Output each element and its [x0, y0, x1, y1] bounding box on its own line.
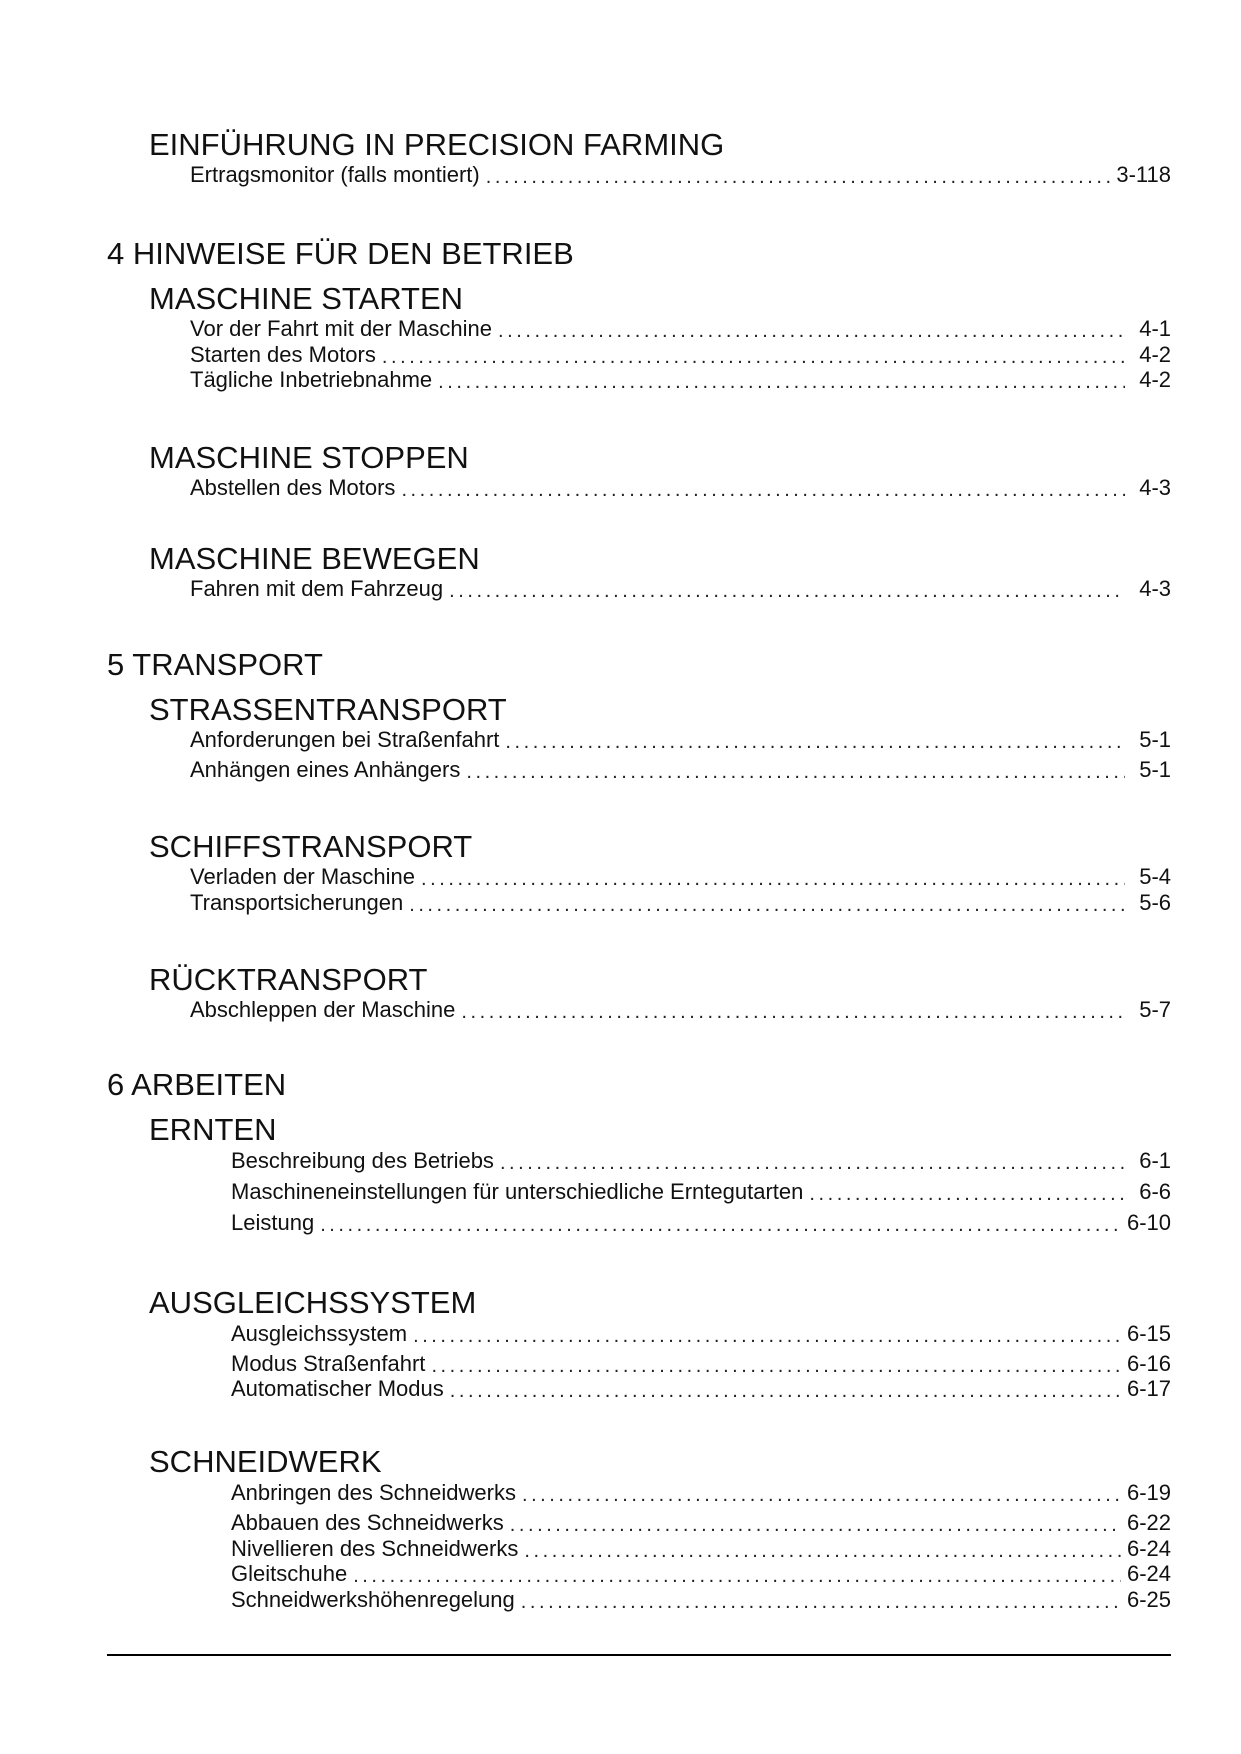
toc-entry-vor-der-fahrt[interactable]	[190, 316, 1171, 342]
toc-entry-page: 4-1	[1139, 316, 1171, 341]
section-heading-schneidwerk: SCHNEIDWERK	[149, 1444, 382, 1479]
toc-entry-taegliche-inbetriebnahme[interactable]	[190, 367, 1171, 393]
toc-entry-title: Starten des Motors	[190, 342, 376, 367]
toc-entry-starten-des-motors[interactable]	[190, 342, 1171, 368]
toc-entry-title: Automatischer Modus	[231, 1376, 444, 1401]
toc-entry-ertragsmonitor[interactable]	[190, 162, 1171, 188]
toc-entry-verladen-der-maschine[interactable]	[190, 864, 1171, 890]
toc-entry-title: Modus Straßenfahrt	[231, 1351, 426, 1376]
toc-entry-title: Beschreibung des Betriebs	[231, 1148, 494, 1173]
toc-entry-title: Abbauen des Schneidwerks	[231, 1510, 504, 1535]
toc-entry-title: Leistung	[231, 1210, 315, 1235]
toc-entry-title: Maschineneinstellungen für unterschiedliche Erntegutarten	[231, 1179, 804, 1204]
toc-entry-gleitschuhe[interactable]	[231, 1561, 1171, 1587]
toc-entry-title: Anhängen eines Anhängers	[190, 757, 461, 782]
dot-leader	[524, 1540, 1121, 1562]
dot-leader	[521, 1591, 1121, 1613]
dot-leader	[421, 868, 1125, 890]
toc-entry-transportsicherungen[interactable]	[190, 890, 1171, 916]
section-heading-ernten: ERNTEN	[149, 1112, 277, 1147]
toc-entry-page: 6-1	[1139, 1148, 1171, 1173]
toc-entry-fahren-mit-dem-fahrzeug[interactable]	[190, 576, 1171, 602]
dot-leader	[466, 761, 1125, 783]
chapter-heading-5: 5 TRANSPORT	[107, 647, 323, 682]
toc-entry-title: Schneidwerkshöhenregelung	[231, 1587, 515, 1612]
dot-leader	[450, 1380, 1121, 1402]
section-heading-maschine-stoppen: MASCHINE STOPPEN	[149, 440, 469, 475]
toc-entry-ausgleichssystem[interactable]	[231, 1321, 1171, 1347]
dot-leader	[409, 894, 1125, 916]
section-heading-maschine-bewegen: MASCHINE BEWEGEN	[149, 541, 480, 576]
toc-entry-title: Abschleppen der Maschine	[190, 997, 456, 1022]
toc-entry-page: 6-24	[1126, 1561, 1171, 1586]
toc-entry-page: 4-3	[1139, 576, 1171, 601]
toc-entry-anforderungen-strassenfahrt[interactable]	[190, 727, 1171, 753]
dot-leader	[809, 1183, 1125, 1205]
toc-entry-page: 4-2	[1139, 342, 1171, 367]
toc-entry-page: 5-6	[1139, 890, 1171, 915]
toc-entry-title: Tägliche Inbetriebnahme	[190, 367, 433, 392]
dot-leader	[500, 1152, 1125, 1174]
toc-entry-automatischer-modus[interactable]	[231, 1376, 1171, 1402]
toc-entry-page: 6-24	[1126, 1536, 1171, 1561]
toc-entry-page: 5-1	[1139, 757, 1171, 782]
dot-leader	[461, 1001, 1125, 1023]
dot-leader	[486, 166, 1111, 188]
dot-leader	[401, 479, 1125, 501]
toc-entry-page: 5-1	[1139, 727, 1171, 752]
toc-entry-page: 6-19	[1126, 1480, 1171, 1505]
toc-entry-abstellen-des-motors[interactable]	[190, 475, 1171, 501]
dot-leader	[320, 1214, 1121, 1236]
toc-entry-page: 5-4	[1139, 864, 1171, 889]
section-heading-ruecktransport: RÜCKTRANSPORT	[149, 962, 428, 997]
dot-leader	[522, 1484, 1121, 1506]
dot-leader	[382, 346, 1125, 368]
toc-entry-title: Anbringen des Schneidwerks	[231, 1480, 516, 1505]
dot-leader	[449, 580, 1125, 602]
dot-leader	[413, 1325, 1121, 1347]
toc-entry-title: Abstellen des Motors	[190, 475, 396, 500]
toc-entry-page: 6-22	[1126, 1510, 1171, 1535]
toc-entry-page: 6-17	[1126, 1376, 1171, 1401]
toc-entry-title: Anforderungen bei Straßenfahrt	[190, 727, 500, 752]
toc-entry-schneidwerkshoehenregelung[interactable]	[231, 1587, 1171, 1613]
toc-entry-title: Transportsicherungen	[190, 890, 404, 915]
toc-entry-anhaengen-anhaenger[interactable]	[190, 757, 1171, 783]
toc-entry-title: Nivellieren des Schneidwerks	[231, 1536, 519, 1561]
toc-entry-page: 4-2	[1139, 367, 1171, 392]
toc-entry-title: Verladen der Maschine	[190, 864, 416, 889]
toc-entry-abschleppen-der-maschine[interactable]	[190, 997, 1171, 1023]
toc-entry-title: Ertragsmonitor (falls montiert)	[190, 162, 480, 187]
section-heading-strassentransport: STRASSENTRANSPORT	[149, 692, 507, 727]
toc-entry-title: Fahren mit dem Fahrzeug	[190, 576, 444, 601]
dot-leader	[353, 1565, 1121, 1587]
footer-rule	[107, 1654, 1171, 1656]
toc-entry-modus-strassenfahrt[interactable]	[231, 1351, 1171, 1377]
section-heading-maschine-starten: MASCHINE STARTEN	[149, 281, 464, 316]
toc-entry-page: 3-118	[1116, 162, 1171, 187]
toc-entry-page: 6-16	[1126, 1351, 1171, 1376]
toc-entry-abbauen-schneidwerk[interactable]	[231, 1510, 1171, 1536]
dot-leader	[498, 320, 1125, 342]
dot-leader	[510, 1514, 1121, 1536]
dot-leader	[438, 371, 1125, 393]
section-heading-schiffstransport: SCHIFFSTRANSPORT	[149, 829, 473, 864]
toc-entry-beschreibung-des-betriebs[interactable]	[231, 1148, 1171, 1174]
toc-entry-nivellieren-schneidwerk[interactable]	[231, 1536, 1171, 1562]
toc-entry-page: 6-25	[1126, 1587, 1171, 1612]
chapter-heading-6: 6 ARBEITEN	[107, 1067, 287, 1102]
toc-entry-page: 6-10	[1126, 1210, 1171, 1235]
toc-entry-anbringen-schneidwerk[interactable]	[231, 1480, 1171, 1506]
toc-entry-leistung[interactable]	[231, 1210, 1171, 1236]
section-heading-precision-farming: EINFÜHRUNG IN PRECISION FARMING	[149, 127, 725, 162]
toc-entry-page: 5-7	[1139, 997, 1171, 1022]
dot-leader	[505, 731, 1125, 753]
toc-entry-maschineneinstellungen[interactable]	[231, 1179, 1171, 1205]
section-heading-ausgleichssystem: AUSGLEICHSSYSTEM	[149, 1285, 477, 1320]
toc-entry-title: Gleitschuhe	[231, 1561, 348, 1586]
toc-entry-page: 4-3	[1139, 475, 1171, 500]
dot-leader	[431, 1355, 1121, 1377]
chapter-heading-4: 4 HINWEISE FÜR DEN BETRIEB	[107, 236, 574, 271]
toc-entry-title: Vor der Fahrt mit der Maschine	[190, 316, 493, 341]
toc-entry-title: Ausgleichssystem	[231, 1321, 408, 1346]
toc-entry-page: 6-6	[1139, 1179, 1171, 1204]
toc-entry-page: 6-15	[1126, 1321, 1171, 1346]
